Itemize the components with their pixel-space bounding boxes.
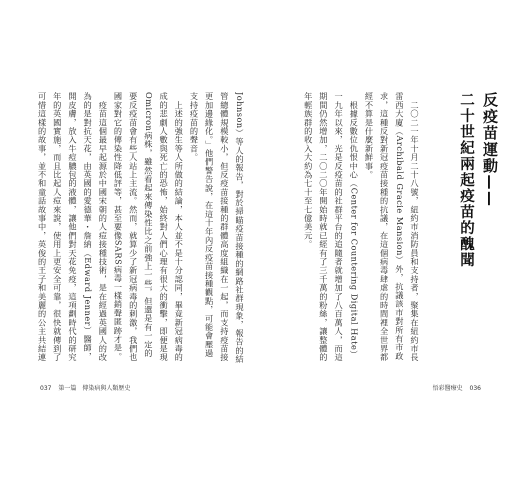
text-column: 一九年以來，光是反疫苗的社群平台的追隨者就增加了八百萬人，而這 <box>334 92 345 362</box>
text-column: 成的悲劇人數與死亡的恐怖，始終對人們心理有很大的衝擊，即便是現 <box>159 92 170 362</box>
chapter-subtitle-line: 二十世紀兩起疫苗的醜聞 <box>458 92 474 268</box>
running-head: 悟彩醫療史 <box>432 385 463 392</box>
text-column: 上述的強生等人所做的結論，本人並不是十分認同，畢竟新冠病毒的 <box>174 100 185 362</box>
text-column: 為的是對抗天花，由英國的愛德華・詹納（Edward Jenner）醫師， <box>83 92 94 361</box>
text-column: 根據反數位仇恨中心（Center for Countering Digital Hate） <box>349 100 360 360</box>
text-column: 管總體規模較小，但反疫苗接種的群體高度組織在一起，而支持疫苗接 <box>219 92 230 362</box>
text-column: 疫苗這個最早起源於中國宋朝的人痘接種技術，是在經過英國人的改 <box>98 100 109 362</box>
text-column: 年的英國實施，而且比起人痘來說，使用上更安全可靠，很快就傳到了 <box>52 92 63 362</box>
text-column: 更加邊緣化。」他們警告說，在這十年內反疫苗接種觀點，可能會壓過 <box>204 92 215 358</box>
page-number: 037 <box>40 385 52 392</box>
text-column: 支持疫苗的聲音。 <box>189 92 200 162</box>
chapter-title <box>426 92 502 322</box>
text-column: 求，這種反對新冠疫苗接種的抗議，在這個病毒肆虐的時間裡全世界都 <box>379 92 390 362</box>
text-column: 期間仍然增加，二〇二〇年開始時就已經有了三千萬的粉絲，讓整體的 <box>318 92 329 362</box>
text-column: 國家對它的傳染性降低評等，甚至要像SARS病毒一樣銷聲匿跡才是。 <box>113 92 124 361</box>
right-page-body <box>274 92 422 364</box>
left-footer <box>40 383 135 392</box>
right-page <box>260 0 520 500</box>
text-column: 雷西大廈（Archibald Gracie Mansion）外，抗議該市對所有市政 <box>394 92 405 361</box>
page-number: 036 <box>469 385 481 392</box>
running-head: 第一篇 傳染病與人類歷史 <box>58 385 131 392</box>
text-column: 開皮膚，放入牛痘膿包的液體，讓他們對天花免疫，這項劃時代的研究 <box>67 92 78 362</box>
chapter-title-line: 反疫苗運動—— <box>481 92 499 208</box>
right-footer <box>433 383 486 392</box>
text-column: Johnson）等人的報告，對於掃瞄疫苗接種的網路社群現象，報告的結 <box>235 92 245 364</box>
text-column: 二〇二一年十月二十八號，紐約市消防員和支持者，聚集在紐約市長 <box>410 100 420 362</box>
text-column: 年輕族群的收入大約為七十至七億美元。 <box>303 92 314 249</box>
text-column: 經不算是什麼新鮮事。 <box>364 92 375 179</box>
text-column: 可惜這樣的故事，並不和童話故事中，英俊的王子和美麗的公主共結連 <box>37 92 48 362</box>
text-column: Omicron病株，雖然看起來傳染性比之前強上一些，但還是有一定的 <box>143 92 154 358</box>
left-page-body <box>25 92 247 364</box>
text-column: 要反疫苗會有些人站上主流。然而，就算少了新冠病毒的刺激，我們也 <box>128 92 139 362</box>
